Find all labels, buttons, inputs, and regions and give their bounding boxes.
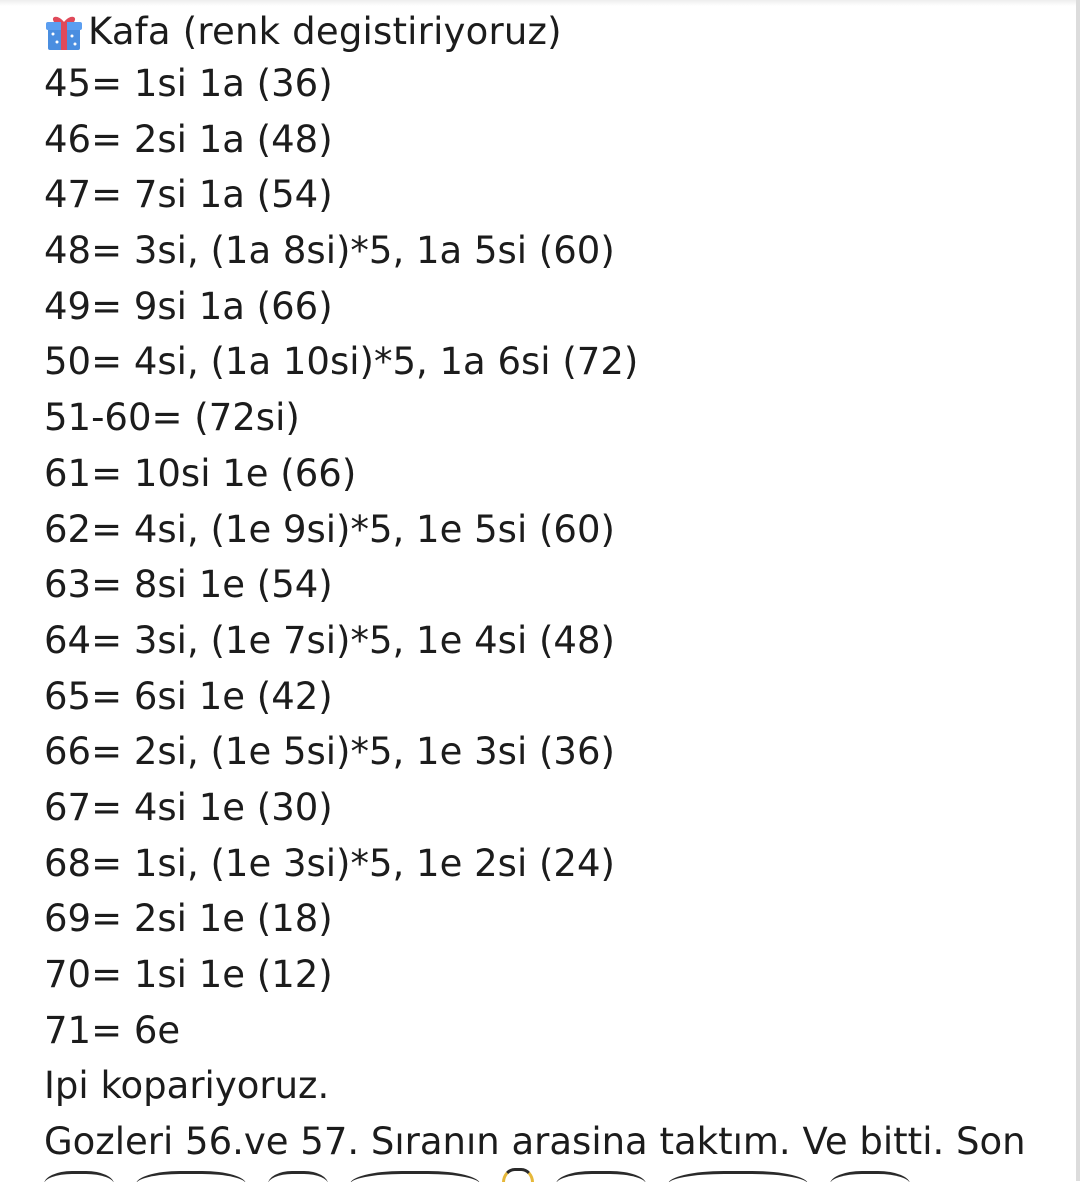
- section-title-row: [44, 4, 562, 60]
- round-row: 47= 7si 1a (54): [44, 173, 333, 217]
- emoji-icon: [502, 1168, 534, 1182]
- round-row: 63= 8si 1e (54): [44, 563, 333, 607]
- round-row: 70= 1si 1e (12): [44, 953, 333, 996]
- round-list: [44, 56, 638, 1058]
- round-row: 68= 1si, (1e 3si)*5, 1e 2si (24): [44, 841, 615, 885]
- note-line: Gozleri 56.ve 57. Sıranın arasina taktım. Ve bitti. Son: [44, 1120, 1026, 1163]
- round-row: 62= 4si, (1e 9si)*5, 1e 5si (60): [44, 507, 615, 551]
- round-row: 45= 1si 1a (36): [44, 62, 333, 105]
- finishing-notes: [44, 1058, 1026, 1170]
- round-row: 67= 4si 1e (30): [44, 785, 333, 829]
- note-line: Ipi kopariyoruz.: [44, 1064, 330, 1107]
- round-row: 64= 3si, (1e 7si)*5, 1e 4si (48): [44, 618, 615, 662]
- round-row: 48= 3si, (1a 8si)*5, 1a 5si (60): [44, 229, 615, 273]
- round-row: 46= 2si 1a (48): [44, 117, 333, 161]
- round-row: 61= 10si 1e (66): [44, 451, 357, 495]
- round-row: 49= 9si 1a (66): [44, 284, 333, 328]
- cut-off-text-line: [44, 1168, 944, 1182]
- round-row: 71= 6e: [44, 1008, 181, 1052]
- section-title: Kafa (renk degistiriyoruz): [88, 10, 562, 53]
- round-row: 69= 2si 1e (18): [44, 897, 333, 941]
- round-row: 51-60= (72si): [44, 396, 300, 440]
- round-row: 66= 2si, (1e 5si)*5, 1e 3si (36): [44, 730, 615, 774]
- round-row: 50= 4si, (1a 10si)*5, 1a 6si (72): [44, 340, 639, 384]
- page-edge: [1076, 0, 1080, 1181]
- gift-icon: [44, 12, 84, 52]
- round-row: 65= 6si 1e (42): [44, 674, 333, 718]
